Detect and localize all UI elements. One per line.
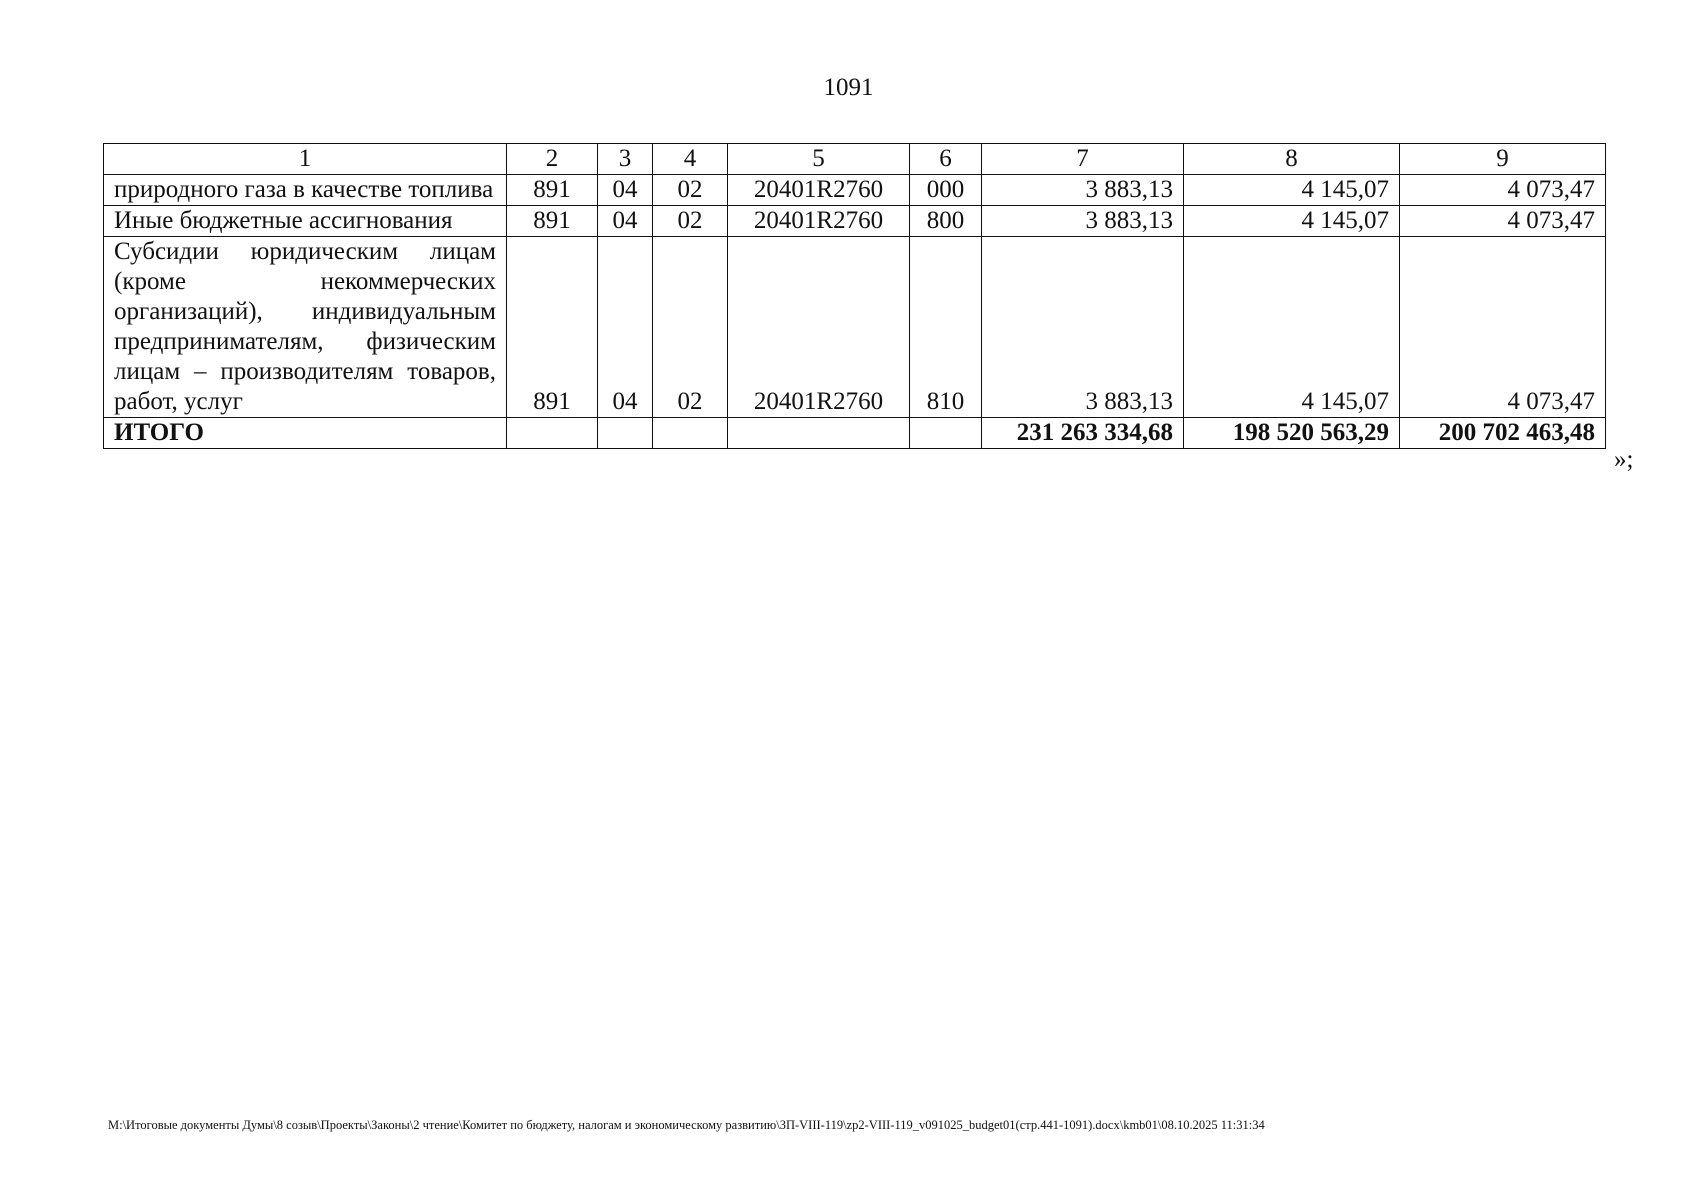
- cell-amount-col7: 3 883,13: [982, 206, 1184, 237]
- cell-subsection-code: 02: [653, 237, 728, 418]
- header-col-8: 8: [1184, 144, 1400, 175]
- table-header-row: [104, 144, 1606, 175]
- total-amount-col9: 200 702 463,48: [1400, 418, 1606, 449]
- cell-ministry-code: 891: [507, 206, 598, 237]
- cell-target-code: 20401R2760: [728, 175, 910, 206]
- cell-amount-col9: 4 073,47: [1400, 175, 1606, 206]
- table-row: [104, 237, 1606, 418]
- budget-table: [103, 143, 1606, 449]
- cell-section-code: 04: [598, 237, 653, 418]
- empty-cell: [728, 418, 910, 449]
- cell-ministry-code: 891: [507, 175, 598, 206]
- closing-quote-mark: »;: [1614, 446, 1634, 473]
- footer-file-path: M:\Итоговые документы Думы\8 созыв\Проекты\Законы\2 чтение\Комитет по бюджету, налогам и экономическому развитию\ЗП-VIII-119\zp2-VIII-119_v091025_budget01(стр.441-1091).docx\kmb01\08.10.2025 11:31:34: [108, 1118, 1265, 1132]
- total-amount-col8: 198 520 563,29: [1184, 418, 1400, 449]
- header-col-1: 1: [104, 144, 507, 175]
- header-col-4: 4: [653, 144, 728, 175]
- total-label: ИТОГО: [104, 418, 507, 449]
- cell-expense-type: 810: [910, 237, 982, 418]
- cell-expense-type: 800: [910, 206, 982, 237]
- empty-cell: [507, 418, 598, 449]
- row-name: Субсидии юридическим лицам (кроме некоммерческих организаций), индивидуальным предпринимателям, физическим лицам – производителям товаров, работ, услуг: [104, 237, 507, 418]
- header-col-5: 5: [728, 144, 910, 175]
- header-col-3: 3: [598, 144, 653, 175]
- cell-amount-col9: 4 073,47: [1400, 237, 1606, 418]
- cell-amount-col8: 4 145,07: [1184, 175, 1400, 206]
- table-row: [104, 206, 1606, 237]
- page-number: 1091: [823, 74, 874, 101]
- total-row: [104, 418, 1606, 449]
- cell-ministry-code: 891: [507, 237, 598, 418]
- header-col-7: 7: [982, 144, 1184, 175]
- header-col-2: 2: [507, 144, 598, 175]
- cell-section-code: 04: [598, 206, 653, 237]
- cell-expense-type: 000: [910, 175, 982, 206]
- cell-amount-col9: 4 073,47: [1400, 206, 1606, 237]
- table-row: [104, 175, 1606, 206]
- row-name: природного газа в качестве топлива: [104, 175, 507, 206]
- cell-amount-col7: 3 883,13: [982, 175, 1184, 206]
- cell-amount-col8: 4 145,07: [1184, 206, 1400, 237]
- cell-section-code: 04: [598, 175, 653, 206]
- header-col-9: 9: [1400, 144, 1606, 175]
- row-name: Иные бюджетные ассигнования: [104, 206, 507, 237]
- cell-subsection-code: 02: [653, 175, 728, 206]
- cell-target-code: 20401R2760: [728, 206, 910, 237]
- cell-subsection-code: 02: [653, 206, 728, 237]
- empty-cell: [598, 418, 653, 449]
- cell-target-code: 20401R2760: [728, 237, 910, 418]
- empty-cell: [653, 418, 728, 449]
- header-col-6: 6: [910, 144, 982, 175]
- empty-cell: [910, 418, 982, 449]
- cell-amount-col8: 4 145,07: [1184, 237, 1400, 418]
- cell-amount-col7: 3 883,13: [982, 237, 1184, 418]
- total-amount-col7: 231 263 334,68: [982, 418, 1184, 449]
